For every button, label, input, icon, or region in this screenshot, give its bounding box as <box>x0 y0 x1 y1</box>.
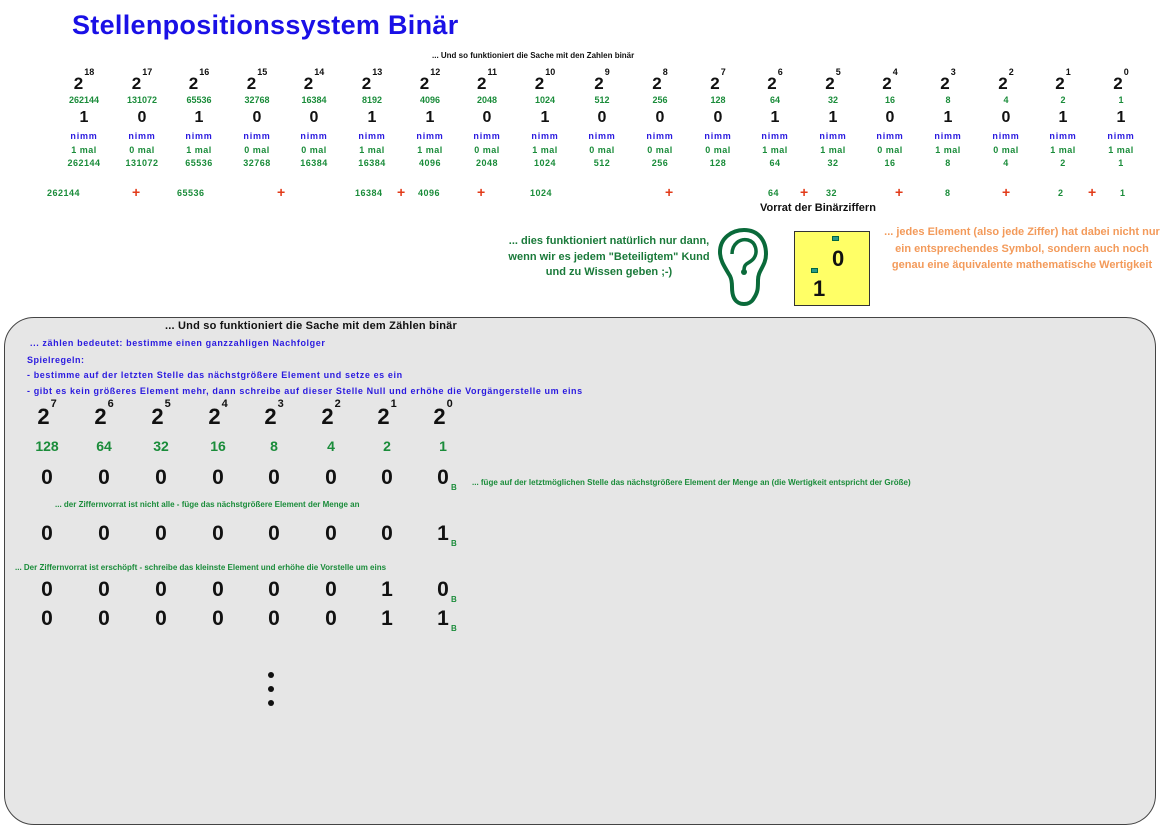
power-exponent: 0 <box>446 397 453 410</box>
place-value: 16 <box>884 95 895 105</box>
sum-term: 8 <box>945 188 951 198</box>
product-value: 1 <box>1118 158 1124 168</box>
take-label: nimm <box>761 131 789 141</box>
counting-power <box>367 397 407 430</box>
power-label <box>805 67 861 94</box>
binary-digit: 1 <box>943 109 953 126</box>
panel-title: ... Und so funktioniert die Sache mit dem Zählen binär <box>165 320 457 332</box>
counting-power <box>84 397 124 430</box>
power-exponent: 16 <box>199 67 210 78</box>
place-value: 1 <box>1118 95 1124 105</box>
times-label: 0 mal <box>129 145 155 155</box>
take-label: nimm <box>588 131 616 141</box>
product-value: 32 <box>827 158 839 168</box>
power-label <box>344 67 400 94</box>
take-label: nimm <box>876 131 904 141</box>
power-label <box>574 67 630 94</box>
plus-icon: + <box>477 184 486 200</box>
place-value: 512 <box>594 95 610 105</box>
power-exponent: 12 <box>430 67 441 78</box>
note-row-1: ... füge auf der letztmöglichen Stelle das nächstgrößere Element der Menge an (die Wertigkeit entspricht der Größe) <box>472 478 911 487</box>
plus-icon: + <box>397 184 406 200</box>
place-value: 128 <box>710 95 726 105</box>
power-label <box>1093 67 1149 94</box>
power-exponent: 10 <box>545 67 556 78</box>
power-exponent: 5 <box>164 397 171 410</box>
times-label: 1 mal <box>71 145 97 155</box>
counting-digit: 0 <box>41 522 53 545</box>
power-base: 2 <box>825 74 835 93</box>
counting-place-value: 32 <box>153 438 169 454</box>
product-value: 16384 <box>300 158 328 168</box>
binary-digit: 1 <box>828 109 838 126</box>
power-base: 2 <box>377 404 390 429</box>
binary-digit: 1 <box>194 109 204 126</box>
power-base: 2 <box>940 74 950 93</box>
dot-icon <box>832 236 839 241</box>
take-label: nimm <box>185 131 213 141</box>
power-exponent: 3 <box>277 397 284 410</box>
take-label: nimm <box>992 131 1020 141</box>
digit-zero: 0 <box>832 246 845 271</box>
power-base: 2 <box>246 74 257 93</box>
power-base: 2 <box>419 74 430 93</box>
power-exponent: 2 <box>1008 67 1014 78</box>
take-label: nimm <box>531 131 559 141</box>
product-value: 128 <box>709 158 727 168</box>
power-base: 2 <box>652 74 662 93</box>
binary-digit: 0 <box>309 109 319 126</box>
sum-term: 1 <box>1120 188 1126 198</box>
times-label: 0 mal <box>244 145 270 155</box>
power-exponent: 3 <box>950 67 956 78</box>
page-subtitle: ... Und so funktioniert die Sache mit den Zahlen binär <box>432 51 635 60</box>
counting-power <box>198 397 238 430</box>
power-exponent: 6 <box>777 67 783 78</box>
sum-term: 4096 <box>418 188 441 198</box>
times-label: 1 mal <box>1108 145 1134 155</box>
power-base: 2 <box>534 74 545 93</box>
binary-digit: 1 <box>425 109 435 126</box>
counting-digit: 0 <box>325 522 337 545</box>
counting-digit: 0 <box>325 466 337 489</box>
counting-digit: 0 <box>41 466 53 489</box>
power-exponent: 11 <box>487 67 497 78</box>
power-base: 2 <box>710 74 720 93</box>
binary-digit: 1 <box>1116 109 1126 126</box>
counting-digit: 0 <box>268 466 280 489</box>
power-base: 2 <box>433 404 446 429</box>
power-base: 2 <box>767 74 777 93</box>
product-value: 4 <box>1003 158 1009 168</box>
dot-icon <box>811 268 818 273</box>
counting-digit: 0 <box>41 578 53 601</box>
power-base: 2 <box>188 74 199 93</box>
power-exponent: 1 <box>1065 67 1071 78</box>
counting-place-value: 1 <box>439 438 447 454</box>
power-exponent: 7 <box>720 67 726 78</box>
power-exponent: 13 <box>372 67 383 78</box>
sum-term: 2 <box>1058 188 1064 198</box>
binary-digit: 0 <box>1001 109 1011 126</box>
take-label: nimm <box>358 131 386 141</box>
binary-digit: 1 <box>1058 109 1068 126</box>
counting-digit: 0 <box>325 607 337 630</box>
power-base: 2 <box>882 74 892 93</box>
note-row-2: ... der Ziffernvorrat ist nicht alle - füge das nächstgrößere Element der Menge an <box>55 500 360 509</box>
product-value: 1024 <box>533 158 557 168</box>
times-label: 1 mal <box>820 145 846 155</box>
rules-heading: Spielregeln: <box>27 355 85 365</box>
binary-digit: 0 <box>655 109 665 126</box>
times-label: 0 mal <box>993 145 1019 155</box>
binary-digit: 0 <box>482 109 492 126</box>
ellipsis-dots <box>268 672 276 714</box>
power-exponent: 5 <box>835 67 841 78</box>
power-base: 2 <box>37 404 50 429</box>
counting-digit: 0 <box>98 578 110 601</box>
place-value: 1024 <box>534 95 556 105</box>
binary-digit: 1 <box>367 109 377 126</box>
take-label: nimm <box>473 131 501 141</box>
place-value: 262144 <box>68 95 100 105</box>
place-value: 2048 <box>476 95 498 105</box>
take-label: nimm <box>819 131 847 141</box>
sum-term: 64 <box>768 188 780 198</box>
place-value: 8 <box>945 95 951 105</box>
counting-power <box>254 397 294 430</box>
counting-place-value: 2 <box>383 438 391 454</box>
vorrat-label: Vorrat der Binärziffern <box>760 202 876 214</box>
plus-icon: + <box>277 184 286 200</box>
power-base: 2 <box>208 404 221 429</box>
product-value: 8 <box>945 158 951 168</box>
binary-digit: 1 <box>770 109 780 126</box>
counting-digit: 0 <box>41 607 53 630</box>
counting-digit: 0 <box>155 607 167 630</box>
power-exponent: 6 <box>107 397 114 410</box>
binary-digit: 0 <box>885 109 895 126</box>
counting-power <box>311 397 351 430</box>
binary-suffix: B <box>451 624 457 633</box>
place-value: 16384 <box>301 95 327 105</box>
counting-digit: 0 <box>98 607 110 630</box>
place-value: 64 <box>769 95 780 105</box>
place-value: 256 <box>652 95 668 105</box>
binary-digit: 0 <box>137 109 147 126</box>
times-label: 1 mal <box>532 145 558 155</box>
power-base: 2 <box>73 74 84 93</box>
power-exponent: 8 <box>662 67 668 78</box>
counting-digit: 0 <box>268 607 280 630</box>
counting-digit: 0 <box>155 522 167 545</box>
power-label <box>747 67 803 94</box>
binary-suffix: B <box>451 595 457 604</box>
note-green: ... dies funktioniert natürlich nur dann, wenn wir es jedem "Beteiligtem" Kund und zu Wissen geben ;-) <box>508 235 710 278</box>
counting-digit: 1 <box>437 607 449 630</box>
power-base: 2 <box>94 404 107 429</box>
product-value: 2 <box>1060 158 1066 168</box>
binary-digit: 0 <box>713 109 723 126</box>
times-label: 0 mal <box>474 145 500 155</box>
counting-digit: 0 <box>212 578 224 601</box>
place-value: 32 <box>827 95 838 105</box>
power-base: 2 <box>1055 74 1065 93</box>
take-label: nimm <box>70 131 98 141</box>
ear-icon <box>710 226 770 308</box>
product-value: 16384 <box>358 158 386 168</box>
counting-digit: 0 <box>155 466 167 489</box>
binary-digit: 1 <box>540 109 550 126</box>
plus-icon: + <box>895 184 904 200</box>
plus-icon: + <box>1088 184 1097 200</box>
times-label: 1 mal <box>359 145 385 155</box>
take-label: nimm <box>416 131 444 141</box>
take-label: nimm <box>300 131 328 141</box>
power-base: 2 <box>303 74 314 93</box>
times-label: 0 mal <box>301 145 327 155</box>
times-label: 1 mal <box>762 145 788 155</box>
counting-digit: 0 <box>268 522 280 545</box>
counting-place-value: 64 <box>96 438 112 454</box>
power-exponent: 15 <box>257 67 268 78</box>
counting-place-value: 128 <box>35 438 59 454</box>
note-row-3: ... Der Ziffernvorrat ist erschöpft - schreibe das kleinste Element und erhöhe die Vorstelle um eins <box>15 563 387 572</box>
power-label <box>1035 67 1091 94</box>
product-value: 64 <box>769 158 781 168</box>
power-base: 2 <box>361 74 372 93</box>
counting-digit: 0 <box>212 522 224 545</box>
power-label <box>978 67 1034 94</box>
product-value: 4096 <box>418 158 442 168</box>
take-label: nimm <box>934 131 962 141</box>
binary-suffix: B <box>451 483 457 492</box>
counting-digit: 1 <box>437 522 449 545</box>
power-label <box>114 67 170 94</box>
counting-digit: 1 <box>381 578 393 601</box>
counting-digit: 0 <box>268 578 280 601</box>
product-value: 65536 <box>185 158 213 168</box>
power-base: 2 <box>998 74 1008 93</box>
take-label: nimm <box>1107 131 1135 141</box>
power-base: 2 <box>594 74 604 93</box>
power-exponent: 14 <box>314 67 325 78</box>
plus-icon: + <box>800 184 809 200</box>
counting-digit: 0 <box>155 578 167 601</box>
power-label <box>517 67 573 94</box>
counting-digit: 1 <box>381 607 393 630</box>
times-label: 1 mal <box>1050 145 1076 155</box>
power-exponent: 7 <box>50 397 57 410</box>
sum-term: 32 <box>826 188 838 198</box>
sum-term: 65536 <box>177 188 205 198</box>
counting-power <box>141 397 181 430</box>
power-label <box>171 67 227 94</box>
take-label: nimm <box>128 131 156 141</box>
binary-digit: 0 <box>252 109 262 126</box>
place-value: 4 <box>1003 95 1009 105</box>
power-label <box>56 67 112 94</box>
counting-digit: 0 <box>98 522 110 545</box>
counting-power <box>27 397 67 430</box>
power-base: 2 <box>477 74 487 93</box>
counting-digit: 0 <box>381 522 393 545</box>
binary-digit: 0 <box>597 109 607 126</box>
binary-digit: 1 <box>79 109 89 126</box>
take-label: nimm <box>1049 131 1077 141</box>
digit-supply-box <box>794 231 870 306</box>
product-value: 32768 <box>243 158 271 168</box>
page-title: Stellenpositionssystem Binär <box>72 10 459 40</box>
power-label <box>632 67 688 94</box>
power-base: 2 <box>321 404 334 429</box>
counting-digit: 0 <box>437 578 449 601</box>
plus-icon: + <box>1002 184 1011 200</box>
times-label: 0 mal <box>877 145 903 155</box>
times-label: 0 mal <box>589 145 615 155</box>
plus-icon: + <box>132 184 141 200</box>
panel-definition: ... zählen bedeutet: bestimme einen ganzzahligen Nachfolger <box>30 338 326 348</box>
counting-digit: 0 <box>325 578 337 601</box>
take-label: nimm <box>704 131 732 141</box>
power-base: 2 <box>131 74 142 93</box>
product-value: 2048 <box>475 158 499 168</box>
digit-one: 1 <box>813 276 826 301</box>
binary-suffix: B <box>451 539 457 548</box>
place-value: 65536 <box>186 95 212 105</box>
power-label <box>862 67 918 94</box>
product-value: 256 <box>651 158 669 168</box>
power-exponent: 17 <box>142 67 153 78</box>
product-value: 512 <box>593 158 611 168</box>
place-value: 131072 <box>126 95 158 105</box>
power-exponent: 2 <box>334 397 341 410</box>
plus-icon: + <box>665 184 674 200</box>
rule-1: - bestimme auf der letzten Stelle das nächstgrößere Element und setze es ein <box>27 370 403 380</box>
counting-digit: 0 <box>381 466 393 489</box>
power-label <box>402 67 458 94</box>
note-orange: ... jedes Element (also jede Ziffer) hat dabei nicht nur ein entsprechendes Symbol, sondern auch noch genau eine äquivalente mathematische Wertigkeit <box>884 226 1160 271</box>
take-label: nimm <box>646 131 674 141</box>
power-exponent: 4 <box>221 397 228 410</box>
power-label <box>690 67 746 94</box>
place-value: 32768 <box>244 95 270 105</box>
counting-place-value: 8 <box>270 438 278 454</box>
counting-place-value: 16 <box>210 438 226 454</box>
sum-term: 16384 <box>355 188 383 198</box>
times-label: 1 mal <box>935 145 961 155</box>
times-label: 1 mal <box>417 145 443 155</box>
power-base: 2 <box>151 404 164 429</box>
place-value: 2 <box>1060 95 1066 105</box>
sum-term: 1024 <box>530 188 553 198</box>
power-exponent: 1 <box>390 397 397 410</box>
power-base: 2 <box>1113 74 1123 93</box>
power-label <box>286 67 342 94</box>
power-label <box>229 67 285 94</box>
product-value: 262144 <box>67 158 101 168</box>
power-exponent: 18 <box>84 67 95 78</box>
place-value: 4096 <box>419 95 441 105</box>
power-label <box>459 67 515 94</box>
times-label: 0 mal <box>647 145 673 155</box>
take-label: nimm <box>243 131 271 141</box>
counting-digit: 0 <box>212 607 224 630</box>
counting-digit: 0 <box>212 466 224 489</box>
product-value: 16 <box>884 158 896 168</box>
rule-2: - gibt es kein größeres Element mehr, dann schreibe auf dieser Stelle Null und erhöhe die Vorgängerstelle um eins <box>27 386 583 396</box>
power-base: 2 <box>264 404 277 429</box>
power-exponent: 0 <box>1123 67 1129 78</box>
sum-term: 262144 <box>47 188 81 198</box>
place-value: 8192 <box>361 95 383 105</box>
power-exponent: 9 <box>604 67 610 78</box>
counting-digit: 0 <box>437 466 449 489</box>
counting-digit: 0 <box>98 466 110 489</box>
times-label: 0 mal <box>705 145 731 155</box>
power-exponent: 4 <box>892 67 898 78</box>
power-label <box>920 67 976 94</box>
times-label: 1 mal <box>186 145 212 155</box>
product-value: 131072 <box>125 158 159 168</box>
counting-power <box>423 397 463 430</box>
counting-place-value: 4 <box>327 438 335 454</box>
